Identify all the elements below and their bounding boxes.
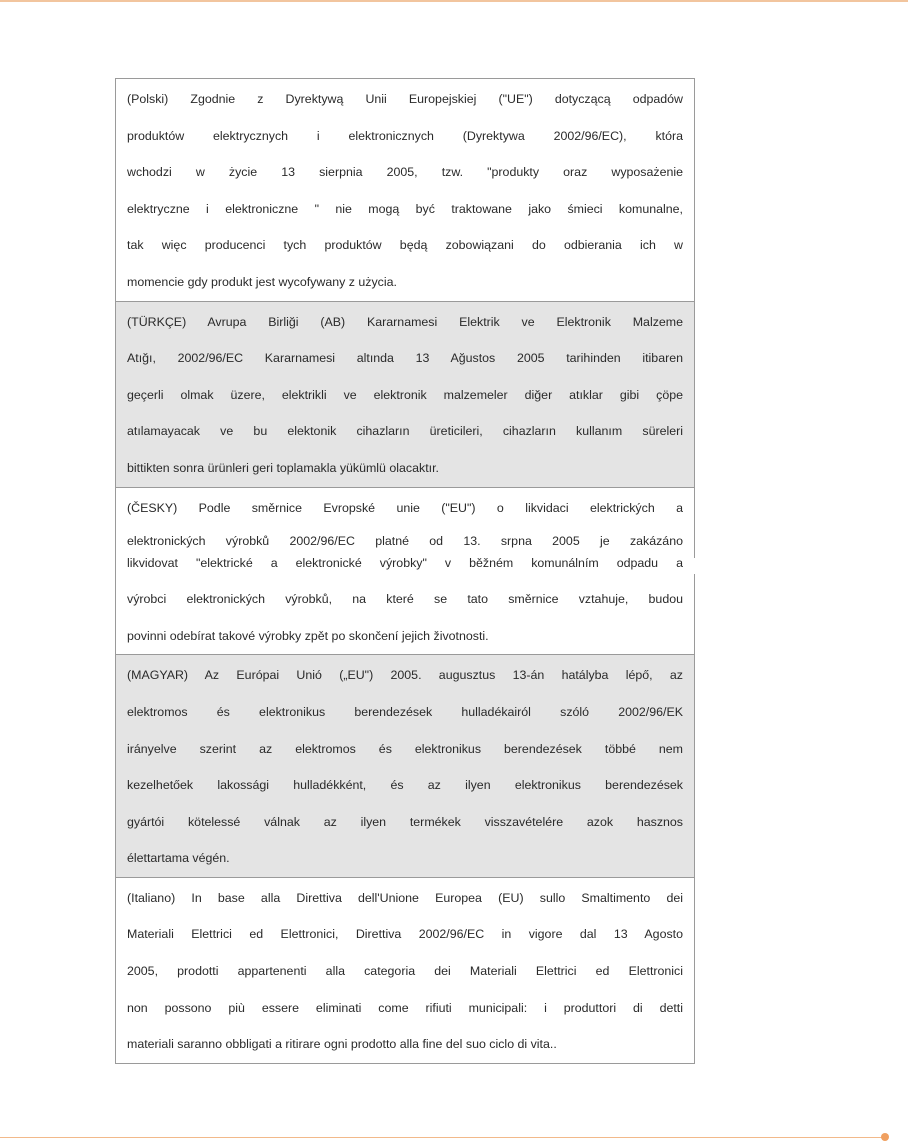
text-line: (Polski) Zgodnie z Dyrektywą Unii Europejskiej ("UE") dotyczącą odpadów: [127, 92, 683, 106]
text-line: (Italiano) In base alla Direttiva dell'Unione Europea (EU) sullo Smaltimento dei: [127, 890, 683, 905]
text-line: likvidovat "elektrické a elektronické výrobky" v běžném komunálním odpadu a: [127, 556, 683, 571]
text-line: atılamayacak ve bu elektonik cihazların üreticileri, cihazların kullanım süreleri: [127, 424, 683, 439]
border-gap: [693, 558, 695, 574]
section-turkce: [116, 302, 694, 488]
text-line: Atığı, 2002/96/EC Kararnamesi altında 13 Ağustos 2005 tarihinden itibaren: [127, 351, 683, 366]
text-line: bittikten sonra ürünleri geri toplamakla yükümlü olacaktır.: [127, 460, 439, 475]
text-line: (TÜRKÇE) Avrupa Birliği (AB) Kararnamesi Elektrik ve Elektronik Malzeme: [127, 314, 683, 329]
page-marker-dot: [881, 1133, 889, 1141]
text-line: irányelve szerint az elektromos és elektronikus berendezések többé nem: [127, 741, 683, 756]
text-line: Materiali Elettrici ed Elettronici, Direttiva 2002/96/EC in vigore dal 13 Agosto: [127, 927, 683, 942]
text-line: elektromos és elektronikus berendezések hulladékairól szóló 2002/96/EK: [127, 704, 683, 719]
text-line: (MAGYAR) Az Európai Unió („EU") 2005. augusztus 13-án hatályba lépő, az: [127, 668, 683, 683]
text-line: kezelhetőek lakossági hulladékként, és az ilyen elektronikus berendezések: [127, 778, 683, 793]
text-line: momencie gdy produkt jest wycofywany z użycia.: [127, 274, 397, 289]
section-polski: [116, 79, 694, 302]
bottom-accent-rule: [0, 1137, 882, 1138]
text-line: gyártói kötelessé válnak az ilyen termékek visszavételére azok hasznos: [127, 814, 683, 829]
text-line: wchodzi w życie 13 sierpnia 2005, tzw. "produkty oraz wyposażenie: [127, 165, 683, 180]
weee-notice-table: [115, 78, 695, 1064]
text-line: 2005, prodotti appartenenti alla categoria dei Materiali Elettrici ed Elettronici: [127, 964, 683, 979]
text-line: élettartama végén.: [127, 851, 230, 866]
text-line: elektryczne i elektroniczne " nie mogą być traktowane jako śmieci komunalne,: [127, 201, 683, 216]
text-line: produktów elektrycznych i elektronicznych (Dyrektywa 2002/96/EC), która: [127, 128, 683, 143]
text-line: non possono più essere eliminati come rifiuti municipali: i produttori di detti: [127, 1000, 683, 1015]
section-italiano: [116, 878, 694, 1064]
text-line: materiali saranno obbligati a ritirare ogni prodotto alla fine del suo ciclo di vita..: [127, 1037, 557, 1052]
text-line: geçerli olmak üzere, elektrikli ve elektronik malzemeler diğer atıklar gibi çöpe: [127, 387, 683, 402]
section-cesky: [116, 488, 694, 656]
text-line: povinni odebírat takové výrobky zpět po skončení jejich životnosti.: [127, 628, 489, 643]
text-line: výrobci elektronických výrobků, na které se tato směrnice vztahuje, budou: [127, 592, 683, 607]
section-magyar: [116, 655, 694, 878]
text-line: (ČESKY) Podle směrnice Evropské unie ("EU") o likvidaci elektrických a: [127, 500, 683, 515]
top-accent-rule: [0, 0, 908, 2]
text-line: elektronických výrobků 2002/96/EC platné od 13. srpna 2005 je zakázáno: [127, 534, 683, 549]
text-line: tak więc producenci tych produktów będą zobowiązani do odbierania ich w: [127, 238, 683, 253]
